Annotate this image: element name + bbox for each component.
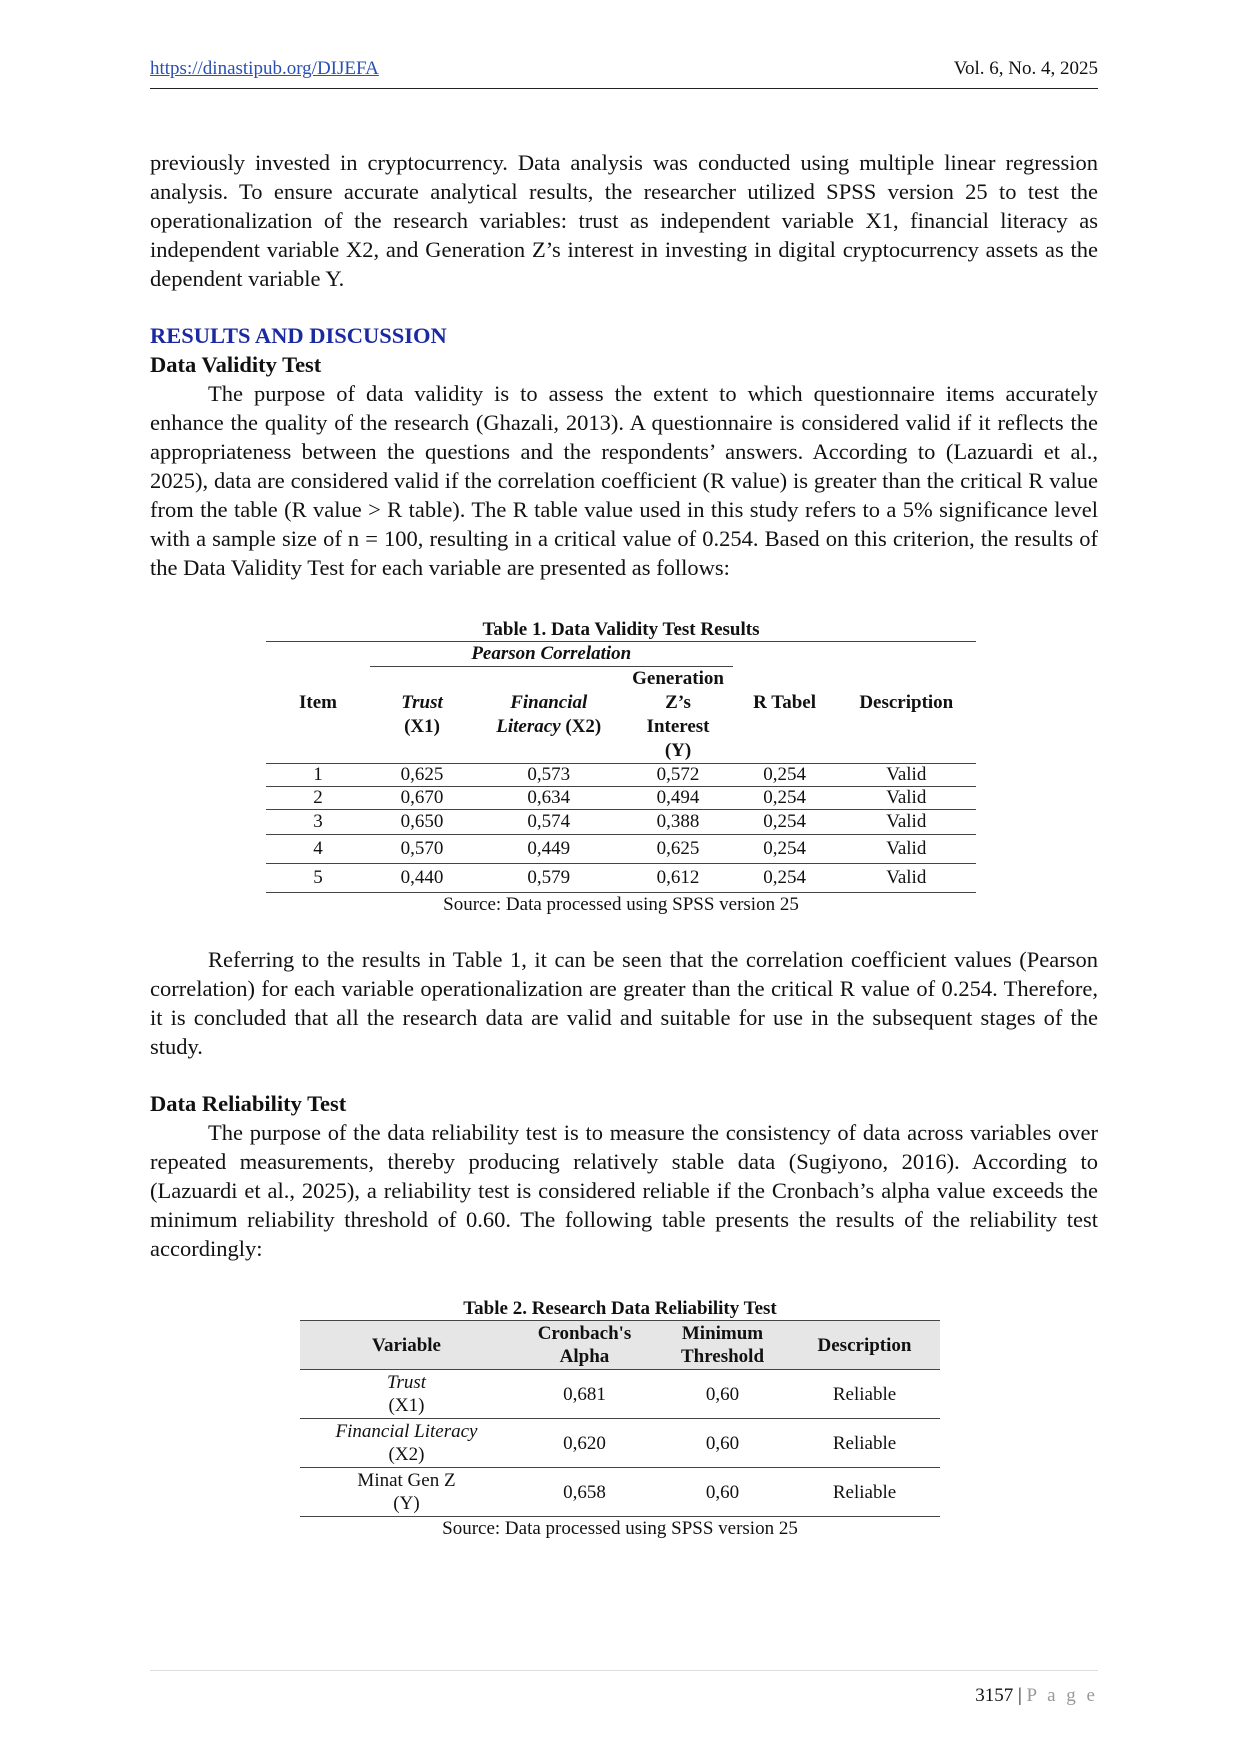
table-row: Minat Gen Z (Y) 0,658 0,60 Reliable [300, 1468, 940, 1517]
volume-info: Vol. 6, No. 4, 2025 [953, 58, 1098, 79]
table-row: 2 0,670 0,634 0,494 0,254 Valid [266, 787, 976, 810]
page-number: 3157 | P a g e [975, 1685, 1098, 1706]
table1-caption: Table 1. Data Validity Test Results [482, 619, 760, 640]
col-group-pearson: Pearson Correlation [370, 642, 733, 667]
reliability-table-block [300, 1297, 940, 1541]
reliability-paragraph: The purpose of the data reliability test is to measure the consistency of data across variables over repeated measurements, thereby producing relatively stable data (Sugiyono, 2016). According to (Lazuardi et al., 2025), a reliability test is considered reliable if the Cronbach’s alpha value exceeds the minimum reliability threshold of 0.60. The following table presents the results of the reliability test accordingly: [150, 1120, 1098, 1261]
table2-caption: Table 2. Research Data Reliability Test [463, 1298, 777, 1319]
col-variable: Variable [300, 1321, 513, 1370]
validity-paragraph: The purpose of data validity is to assess the extent to which questionnaire items accurately enhance the quality of the research (Ghazali, 2013). A questionnaire is considered valid if it reflects the appropriateness between the questions and the respondents’ answers. According to (Lazuardi et al., 2025), data are considered valid if the correlation coefficient (R value) is greater than the critical R value from the table (R value > R table). The R table value used in this study refers to a 5% significance level with a sample size of n = 100, resulting in a critical value of 0.254. Based on this criterion, the results of the Data Validity Test for each variable are presented as follows: [150, 381, 1098, 580]
table-row: Financial Literacy (X2) 0,620 0,60 Reliable [300, 1419, 940, 1468]
col-trust: Trust (X1) [401, 692, 443, 737]
col-description: Description [789, 1321, 940, 1370]
reliability-table [300, 1320, 940, 1517]
page-footer [150, 1670, 1098, 1706]
validity-table-block [266, 618, 976, 917]
table-row: 5 0,440 0,579 0,612 0,254 Valid [266, 864, 976, 893]
table-row: 4 0,570 0,449 0,625 0,254 Valid [266, 835, 976, 864]
validity-heading: Data Validity Test [150, 352, 322, 377]
col-r-tabel: R Tabel [733, 642, 837, 764]
col-minimum-threshold: Minimum Threshold [656, 1321, 789, 1370]
page-content [150, 148, 1098, 1541]
table-row: 1 0,625 0,573 0,572 0,254 Valid [266, 764, 976, 787]
table-row: 3 0,650 0,574 0,388 0,254 Valid [266, 810, 976, 835]
intro-paragraph: previously invested in cryptocurrency. Data analysis was conducted using multiple linear regression analysis. To ensure accurate analytical results, the researcher utilized SPSS version 25 to test the operationalization of the research variables: trust as independent variable X1, financial literacy as independent variable X2, and Generation Z’s interest in investing in digital cryptocurrency assets as the dependent variable Y. [150, 150, 1098, 291]
col-description: Description [837, 642, 976, 764]
col-financial-literacy: Financial Literacy (X2) [496, 692, 602, 737]
col-genz-interest: Generation Z’s Interest (Y) [632, 668, 724, 761]
col-cronbach-alpha: Cronbach's Alpha [513, 1321, 656, 1370]
validity-table [266, 641, 976, 893]
reliability-heading: Data Reliability Test [150, 1091, 347, 1116]
table-row: Trust (X1) 0,681 0,60 Reliable [300, 1370, 940, 1419]
page-header [150, 58, 1098, 89]
table1-source: Source: Data processed using SPSS version 25 [443, 894, 799, 915]
journal-link[interactable]: https://dinastipub.org/DIJEFA [150, 58, 379, 79]
col-item: Item [266, 642, 370, 764]
validity-conclusion: Referring to the results in Table 1, it can be seen that the correlation coefficient values (Pearson correlation) for each variable operationalization are greater than the critical R value of 0.254. Therefore, it is concluded that all the research data are valid and suitable for use in the subsequent stages of the study. [150, 947, 1098, 1059]
section-title: RESULTS AND DISCUSSION [150, 323, 447, 348]
table2-source: Source: Data processed using SPSS version 25 [442, 1518, 798, 1539]
